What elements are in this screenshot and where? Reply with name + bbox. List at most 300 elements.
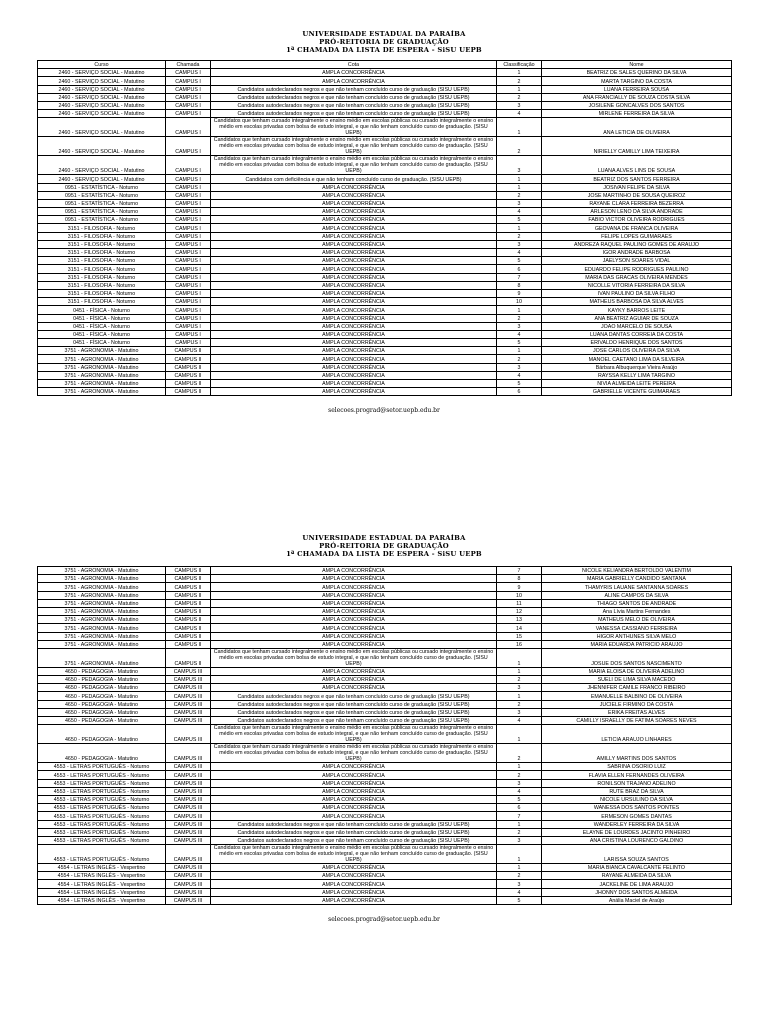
quota-cell: Candidatos autodeclarados negros e que não tenham concluído curso de graduação (SISU UEPB) [211,828,497,836]
rank-cell: 3 [497,101,542,109]
rank-cell: 6 [497,265,542,273]
table-row [38,93,732,101]
quota-cell: Candidatos autodeclarados negros e que não tenham concluído curso de graduação (SISU UEPB) [211,708,497,716]
rank-cell: 4 [497,330,542,338]
office-name: PRÓ-REITORIA DE GRADUAÇÃO [319,38,449,46]
course-cell: 4650 - PEDAGOGIA - Matutino [38,700,166,708]
contact-email: selecoes.prograd@setor.uepb.edu.br [328,407,440,415]
rank-cell: 1 [497,864,542,872]
campus-cell: CAMPUS II [166,640,211,648]
column-header-curso: Curso [38,61,166,69]
course-cell: 3751 - AGRONOMIA - Matutino [38,380,166,388]
quota-cell: AMPLA CONCORRÊNCIA [211,199,497,207]
table-row [38,339,732,347]
course-cell: 3151 - FILOSOFIA - Noturno [38,240,166,248]
rank-cell: 2 [497,93,542,101]
name-cell: RAYSSA KELLY LIMA TARGINO [542,371,732,379]
table-row [38,156,732,175]
quota-cell: Candidatos que tenham cursado integralmente o ensino médio em escolas públicas ou cursado integralmente o ensino médio em escolas privadas com bolsa de estudo integral, e que não tenham concluído curso de graduação. (SISU UEPB) [211,725,497,744]
campus-cell: CAMPUS I [166,175,211,183]
campus-cell: CAMPUS III [166,804,211,812]
table-row [38,779,732,787]
table-row [38,771,732,779]
course-cell: 4650 - PEDAGOGIA - Matutino [38,717,166,725]
quota-cell: AMPLA CONCORRÊNCIA [211,298,497,306]
quota-cell: Candidatos com deficiência e que não tenham concluído curso de graduação. (SISU UEPB) [211,175,497,183]
name-cell: EMANUELLE BALBINO DE OLIVEIRA [542,692,732,700]
quota-cell: AMPLA CONCORRÊNCIA [211,640,497,648]
quota-cell: Candidatos autodeclarados negros e que não tenham concluído curso de graduação (SISU UEPB) [211,85,497,93]
table-row [38,289,732,297]
name-cell: ELAYNE DE LOURDES JACINTO PINHEIRO [542,828,732,836]
quota-cell: AMPLA CONCORRÊNCIA [211,795,497,803]
campus-cell: CAMPUS II [166,624,211,632]
table-row [38,744,732,763]
quota-cell: AMPLA CONCORRÊNCIA [211,249,497,257]
table-header-row [38,61,732,69]
name-cell: SABRINA OSORIO LUIZ [542,763,732,771]
campus-cell: CAMPUS III [166,880,211,888]
campus-cell: CAMPUS III [166,725,211,744]
course-cell: 3751 - AGRONOMIA - Matutino [38,347,166,355]
rank-cell: 1 [497,224,542,232]
table-row [38,632,732,640]
name-cell: LARISSA SOUZA SANTOS [542,845,732,864]
name-cell: Bárbara Albuquerque Vieira Araújo [542,363,732,371]
rank-cell: 1 [497,692,542,700]
table-row [38,591,732,599]
name-cell: NICOLE KELIANDRA BERTOLDO VALENTIM [542,567,732,575]
table-row [38,281,732,289]
quota-cell: AMPLA CONCORRÊNCIA [211,616,497,624]
name-cell: MIRLENE FERREIRA DA SILVA [542,110,732,118]
quota-cell: AMPLA CONCORRÊNCIA [211,289,497,297]
table-row [38,298,732,306]
name-cell: MATHEUS MELO DE OLIVEIRA [542,616,732,624]
table-row [38,787,732,795]
course-cell: 2460 - SERVIÇO SOCIAL - Matutino [38,175,166,183]
name-cell: JAELYSON SOARES VIDAL [542,257,732,265]
quota-cell: AMPLA CONCORRÊNCIA [211,322,497,330]
campus-cell: CAMPUS I [166,240,211,248]
course-cell: 3151 - FILOSOFIA - Noturno [38,224,166,232]
course-cell: 3151 - FILOSOFIA - Noturno [38,298,166,306]
campus-cell: CAMPUS I [166,265,211,273]
course-cell: 3751 - AGRONOMIA - Matutino [38,640,166,648]
course-cell: 3751 - AGRONOMIA - Matutino [38,616,166,624]
campus-cell: CAMPUS III [166,717,211,725]
quota-cell: AMPLA CONCORRÊNCIA [211,872,497,880]
name-cell: ANDREZA RAQUEL PAULINO GOMES DE ARAUJO [542,240,732,248]
course-cell: 0951 - ESTATÍSTICA - Noturno [38,216,166,224]
course-cell: 4650 - PEDAGOGIA - Matutino [38,708,166,716]
name-cell: VANESSA CASSIANO FERREIRA [542,624,732,632]
course-cell: 4650 - PEDAGOGIA - Matutino [38,684,166,692]
rank-cell: 1 [497,845,542,864]
quota-cell: Candidatos que tenham cursado integralmente o ensino médio em escolas públicas ou cursado integralmente o ensino médio em escolas privadas com bolsa de estudo integral, e que não tenham concluído curso de graduação. (SISU UEPB) [211,156,497,175]
table-row [38,583,732,591]
table-row [38,175,732,183]
rank-cell: 10 [497,298,542,306]
table-row [38,380,732,388]
table-row [38,216,732,224]
campus-cell: CAMPUS III [166,845,211,864]
table-row [38,567,732,575]
table-row [38,763,732,771]
campus-cell: CAMPUS I [166,183,211,191]
rank-cell: 2 [497,355,542,363]
name-cell: Ana Lívia Martins Fernandes [542,607,732,615]
campus-cell: CAMPUS I [166,322,211,330]
campus-cell: CAMPUS III [166,888,211,896]
campus-cell: CAMPUS II [166,648,211,667]
course-cell: 4554 - LETRAS INGLÊS - Vespertino [38,864,166,872]
course-cell: 2460 - SERVIÇO SOCIAL - Matutino [38,77,166,85]
rank-cell: 2 [497,771,542,779]
quota-cell: Candidatos que tenham cursado integralmente o ensino médio em escolas públicas ou cursado integralmente o ensino médio em escolas privadas com bolsa de estudo integral, e que não tenham concluído curso de graduação. (SISU UEPB) [211,845,497,864]
course-cell: 4554 - LETRAS INGLÊS - Vespertino [38,888,166,896]
list-title: 1ª CHAMADA DA LISTA DE ESPERA - SiSU UEPB [286,550,482,558]
campus-cell: CAMPUS III [166,676,211,684]
name-cell: MATHEUS BARBOSA DA SILVA ALVES [542,298,732,306]
rank-cell: 1 [497,175,542,183]
rank-cell: 16 [497,640,542,648]
column-header-chamada: Chamada [166,61,211,69]
course-cell: 3751 - AGRONOMIA - Matutino [38,599,166,607]
rank-cell: 7 [497,567,542,575]
rank-cell: 14 [497,624,542,632]
quota-cell: AMPLA CONCORRÊNCIA [211,624,497,632]
table-row [38,804,732,812]
quota-cell: AMPLA CONCORRÊNCIA [211,183,497,191]
rank-cell: 6 [497,388,542,396]
name-cell: ERIKA FREITAS ALVES [542,708,732,716]
quota-cell: AMPLA CONCORRÊNCIA [211,265,497,273]
rank-cell: 3 [497,363,542,371]
quota-cell: AMPLA CONCORRÊNCIA [211,607,497,615]
name-cell: ALINE CAMPOS DA SILVA [542,591,732,599]
course-cell: 4650 - PEDAGOGIA - Matutino [38,692,166,700]
campus-cell: CAMPUS II [166,347,211,355]
course-cell: 2460 - SERVIÇO SOCIAL - Matutino [38,137,166,156]
table-row [38,700,732,708]
quota-cell: AMPLA CONCORRÊNCIA [211,676,497,684]
campus-cell: CAMPUS I [166,137,211,156]
table-row [38,708,732,716]
campus-cell: CAMPUS III [166,820,211,828]
campus-cell: CAMPUS I [166,191,211,199]
campus-cell: CAMPUS III [166,684,211,692]
course-cell: 2460 - SERVIÇO SOCIAL - Matutino [38,101,166,109]
course-cell: 2460 - SERVIÇO SOCIAL - Matutino [38,118,166,137]
campus-cell: CAMPUS III [166,795,211,803]
table-row [38,249,732,257]
quota-cell: AMPLA CONCORRÊNCIA [211,77,497,85]
quota-cell: AMPLA CONCORRÊNCIA [211,864,497,872]
university-name: UNIVERSIDADE ESTADUAL DA PARAÍBA [302,30,466,38]
campus-cell: CAMPUS I [166,216,211,224]
document-page-2 [37,534,731,923]
course-cell: 2460 - SERVIÇO SOCIAL - Matutino [38,93,166,101]
quota-cell: AMPLA CONCORRÊNCIA [211,575,497,583]
course-cell: 3151 - FILOSOFIA - Noturno [38,257,166,265]
campus-cell: CAMPUS I [166,101,211,109]
document-page-1 [37,30,731,414]
table-row [38,872,732,880]
course-cell: 4650 - PEDAGOGIA - Matutino [38,667,166,675]
rank-cell: 3 [497,779,542,787]
page-header [37,534,731,558]
rank-cell: 3 [497,836,542,844]
name-cell: GEOVANA DE FRANCA OLIVEIRA [542,224,732,232]
name-cell: ANA BEATRIZ AGUIAR DE SOUZA [542,314,732,322]
rank-cell: 1 [497,347,542,355]
rank-cell: 9 [497,583,542,591]
table-row [38,648,732,667]
table-row [38,575,732,583]
course-cell: 4554 - LETRAS INGLÊS - Vespertino [38,896,166,904]
course-cell: 2460 - SERVIÇO SOCIAL - Matutino [38,85,166,93]
name-cell: MARIA ELOISA DE OLIVEIRA ADELINO [542,667,732,675]
campus-cell: CAMPUS II [166,355,211,363]
course-cell: 4553 - LETRAS PORTUGUÊS - Noturno [38,828,166,836]
name-cell: HIGOR ANTHUNES SILVA MELO [542,632,732,640]
name-cell: CAMILLY ISRAELLY DE FATIMA SOARES NEVES [542,717,732,725]
rank-cell: 4 [497,249,542,257]
name-cell: JOSUE DOS SANTOS NASCIMENTO [542,648,732,667]
office-name: PRÓ-REITORIA DE GRADUAÇÃO [319,542,449,550]
table-row [38,888,732,896]
campus-cell: CAMPUS III [166,771,211,779]
rank-cell: 1 [497,763,542,771]
quota-cell: Candidatos autodeclarados negros e que não tenham concluído curso de graduação (SISU UEPB) [211,836,497,844]
name-cell: MARIA EDUARDA PATRICIO ARAUJO [542,640,732,648]
campus-cell: CAMPUS III [166,700,211,708]
table-row [38,273,732,281]
rank-cell: 1 [497,820,542,828]
course-cell: 3751 - AGRONOMIA - Matutino [38,607,166,615]
rank-cell: 4 [497,110,542,118]
rank-cell: 3 [497,684,542,692]
name-cell: RAYANE ALMEIDA DA SILVA [542,872,732,880]
table-row [38,880,732,888]
results-table [37,60,732,396]
campus-cell: CAMPUS I [166,156,211,175]
name-cell: MARTA TARGINO DA COSTA [542,77,732,85]
campus-cell: CAMPUS I [166,208,211,216]
course-cell: 0451 - FÍSICA - Noturno [38,330,166,338]
campus-cell: CAMPUS III [166,872,211,880]
course-cell: 4650 - PEDAGOGIA - Matutino [38,744,166,763]
table-row [38,85,732,93]
campus-cell: CAMPUS III [166,779,211,787]
rank-cell: 7 [497,273,542,281]
course-cell: 0451 - FÍSICA - Noturno [38,314,166,322]
quota-cell: AMPLA CONCORRÊNCIA [211,779,497,787]
campus-cell: CAMPUS I [166,281,211,289]
name-cell: THAMYRIS LAUANE SANTANNA SOARES [542,583,732,591]
quota-cell: AMPLA CONCORRÊNCIA [211,240,497,248]
rank-cell: 1 [497,648,542,667]
table-row [38,676,732,684]
rank-cell: 3 [497,880,542,888]
name-cell: ARLESON LENO DA SILVA ANDRADE [542,208,732,216]
course-cell: 3751 - AGRONOMIA - Matutino [38,648,166,667]
quota-cell: AMPLA CONCORRÊNCIA [211,804,497,812]
campus-cell: CAMPUS I [166,232,211,240]
course-cell: 4553 - LETRAS PORTUGUÊS - Noturno [38,804,166,812]
name-cell: MARIA DAS GRACAS OLIVEIRA MENDES [542,273,732,281]
rank-cell: 5 [497,380,542,388]
campus-cell: CAMPUS III [166,763,211,771]
campus-cell: CAMPUS III [166,744,211,763]
quota-cell: Candidatos autodeclarados negros e que não tenham concluído curso de graduação (SISU UEPB) [211,110,497,118]
rank-cell: 3 [497,199,542,207]
name-cell: WANDERLEY FERREIRA DA SILVA [542,820,732,828]
rank-cell: 2 [497,77,542,85]
course-cell: 4553 - LETRAS PORTUGUÊS - Noturno [38,820,166,828]
quota-cell: Candidatos autodeclarados negros e que não tenham concluído curso de graduação (SISU UEPB) [211,700,497,708]
course-cell: 0951 - ESTATÍSTICA - Noturno [38,191,166,199]
course-cell: 3751 - AGRONOMIA - Matutino [38,371,166,379]
rank-cell: 4 [497,787,542,795]
quota-cell: AMPLA CONCORRÊNCIA [211,632,497,640]
course-cell: 4553 - LETRAS PORTUGUÊS - Noturno [38,779,166,787]
name-cell: JHENNIFER CAMILE FRANCO RIBEIRO [542,684,732,692]
campus-cell: CAMPUS III [166,708,211,716]
column-header-cota: Cota [211,61,497,69]
quota-cell: Candidatos autodeclarados negros e que não tenham concluído curso de graduação (SISU UEPB) [211,692,497,700]
name-cell: MARIA GABRIELLY CANDIDO SANTANA [542,575,732,583]
quota-cell: AMPLA CONCORRÊNCIA [211,591,497,599]
quota-cell: Candidatos que tenham cursado integralmente o ensino médio em escolas públicas ou cursado integralmente o ensino médio em escolas privadas com bolsa de estudo integral, e que não tenham concluído curso de graduação. (SISU UEPB) [211,744,497,763]
quota-cell: AMPLA CONCORRÊNCIA [211,355,497,363]
name-cell: SUELI DE LIMA SILVA MACEDO [542,676,732,684]
contact-email: selecoes.prograd@setor.uepb.edu.br [328,916,440,923]
rank-cell: 13 [497,616,542,624]
table-row [38,257,732,265]
name-cell: ANA LETICIA DE OLIVEIRA [542,118,732,137]
name-cell: LUANA ALVES LINS DE SOUSA [542,156,732,175]
rank-cell: 1 [497,85,542,93]
course-cell: 4553 - LETRAS PORTUGUÊS - Noturno [38,836,166,844]
course-cell: 3151 - FILOSOFIA - Noturno [38,232,166,240]
table-row [38,199,732,207]
name-cell: JACKELINE DE LIMA ARAUJO [542,880,732,888]
name-cell: WANESSA DOS SANTOS PONTES [542,804,732,812]
rank-cell: 1 [497,725,542,744]
name-cell: JUCIELE FIRMINO DA COSTA [542,700,732,708]
name-cell: RAYANE CLARA FERREIRA BEZERRA [542,199,732,207]
name-cell: IVAN PAULINO DA SILVA FILHO [542,289,732,297]
campus-cell: CAMPUS II [166,388,211,396]
campus-cell: CAMPUS II [166,371,211,379]
campus-cell: CAMPUS I [166,69,211,77]
name-cell: KAYKY BARROS LEITE [542,306,732,314]
campus-cell: CAMPUS I [166,289,211,297]
name-cell: MARIA BIANCA CAVALCANTE FELINTO [542,864,732,872]
rank-cell: 3 [497,156,542,175]
rank-cell: 2 [497,828,542,836]
table-row [38,864,732,872]
table-row [38,314,732,322]
course-cell: 4554 - LETRAS INGLÊS - Vespertino [38,872,166,880]
name-cell: JOSE CARLOS OLIVEIRA DA SILVA [542,347,732,355]
quota-cell: Candidatos que tenham cursado integralmente o ensino médio em escolas públicas ou cursado integralmente o ensino médio em escolas privadas com bolsa de estudo integral, e que não tenham concluído curso de graduação. (SISU UEPB) [211,648,497,667]
campus-cell: CAMPUS II [166,591,211,599]
quota-cell: AMPLA CONCORRÊNCIA [211,69,497,77]
quota-cell: Candidatos autodeclarados negros e que não tenham concluído curso de graduação (SISU UEPB) [211,820,497,828]
rank-cell: 2 [497,872,542,880]
campus-cell: CAMPUS II [166,567,211,575]
table-row [38,717,732,725]
quota-cell: AMPLA CONCORRÊNCIA [211,812,497,820]
quota-cell: AMPLA CONCORRÊNCIA [211,281,497,289]
name-cell: Anália Maciel de Araújo [542,896,732,904]
campus-cell: CAMPUS I [166,224,211,232]
campus-cell: CAMPUS II [166,599,211,607]
campus-cell: CAMPUS I [166,330,211,338]
table-row [38,607,732,615]
table-row [38,347,732,355]
name-cell: BEATRIZ DE SALES QUERINO DA SILVA [542,69,732,77]
name-cell: ANA CRISTINA LOURENCO GALDINO [542,836,732,844]
name-cell: FLAVIA ELLEN FERNANDES OLIVEIRA [542,771,732,779]
rank-cell: 2 [497,744,542,763]
name-cell: LETICIA ARAUJO LINHARES [542,725,732,744]
results-table [37,566,732,905]
table-row [38,667,732,675]
campus-cell: CAMPUS I [166,298,211,306]
rank-cell: 1 [497,183,542,191]
table-row [38,640,732,648]
name-cell: ANA FRANCIALLY DE SOUZA COSTA SILVA [542,93,732,101]
name-cell: FABIO VICTOR OLIVEIRA RODRIGUES [542,216,732,224]
course-cell: 0951 - ESTATÍSTICA - Noturno [38,183,166,191]
rank-cell: 12 [497,607,542,615]
quota-cell: AMPLA CONCORRÊNCIA [211,763,497,771]
rank-cell: 2 [497,676,542,684]
quota-cell: Candidatos autodeclarados negros e que não tenham concluído curso de graduação (SISU UEPB) [211,101,497,109]
quota-cell: AMPLA CONCORRÊNCIA [211,330,497,338]
quota-cell: AMPLA CONCORRÊNCIA [211,388,497,396]
rank-cell: 6 [497,804,542,812]
course-cell: 3751 - AGRONOMIA - Matutino [38,591,166,599]
course-cell: 4553 - LETRAS PORTUGUÊS - Noturno [38,795,166,803]
course-cell: 3751 - AGRONOMIA - Matutino [38,567,166,575]
table-row [38,330,732,338]
rank-cell: 5 [497,339,542,347]
campus-cell: CAMPUS III [166,787,211,795]
name-cell: AMILLY MARTINS DOS SANTOS [542,744,732,763]
table-row [38,322,732,330]
table-row [38,137,732,156]
quota-cell: AMPLA CONCORRÊNCIA [211,216,497,224]
campus-cell: CAMPUS II [166,607,211,615]
rank-cell: 4 [497,208,542,216]
course-cell: 0951 - ESTATÍSTICA - Noturno [38,199,166,207]
course-cell: 3151 - FILOSOFIA - Noturno [38,281,166,289]
campus-cell: CAMPUS I [166,339,211,347]
name-cell: JOSE MARTINHO DE SOUSA QUEIROZ [542,191,732,199]
campus-cell: CAMPUS III [166,828,211,836]
rank-cell: 4 [497,888,542,896]
rank-cell: 3 [497,322,542,330]
name-cell: GABRIELLE VICENTE GUIMARAES [542,388,732,396]
table-row [38,599,732,607]
table-row [38,845,732,864]
quota-cell: Candidatos autodeclarados negros e que não tenham concluído curso de graduação (SISU UEPB) [211,93,497,101]
